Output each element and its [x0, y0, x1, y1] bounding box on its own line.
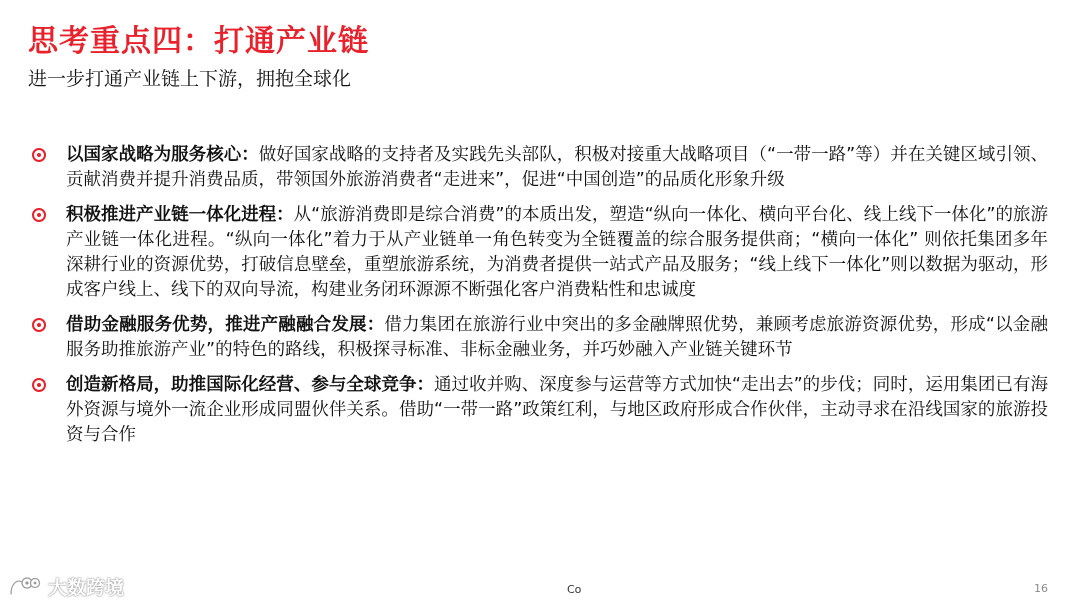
point-text [66, 203, 1048, 303]
slide-subtitle: 进一步打通产业链上下游，拥抱全球化 [28, 68, 352, 90]
target-bullet-icon [32, 208, 46, 222]
point-text [66, 313, 1048, 363]
point-text [66, 373, 1048, 448]
point-body: 做好国家战略的支持者及实践先头部队，积极对接重大战略项目（“一带一路”等）并在关键区域引领、贡献消费并提升消费品质，带领国外旅游消费者“走进来”，促进“中国创造”的品质化形象升级 [66, 145, 1049, 190]
slide-title: 思考重点四：打通产业链 [28, 24, 369, 59]
logo-icon [8, 574, 42, 600]
target-bullet-icon [32, 318, 46, 332]
point-body: 借力集团在旅游行业中突出的多金融牌照优势，兼顾考虑旅游资源优势，形成“以金融服务助推旅游产业”的特色的路线，积极探寻标准、非标金融业务，并巧妙融入产业链关键环节 [66, 315, 1048, 360]
list-item [28, 203, 1048, 303]
target-bullet-icon [32, 148, 46, 162]
point-heading: 借助金融服务优势，推进产融融合发展： [66, 315, 385, 335]
list-item [28, 373, 1048, 448]
list-item [28, 143, 1048, 193]
slide-footer [0, 568, 1080, 608]
target-bullet-icon [32, 378, 46, 392]
point-text [66, 143, 1048, 193]
page-number: 16 [1034, 582, 1048, 595]
watermark-text: 大数跨境 [48, 577, 125, 599]
point-heading: 以国家战略为服务核心： [66, 145, 259, 165]
point-body: 通过收并购、深度参与运营等方式加快“走出去”的步伐；同时，运用集团已有海外资源与境外一流企业形成同盟伙伴关系。借助“一带一路”政策红利，与地区政府形成合作伙伴，主动寻求在沿线国家的旅游投资与合作 [66, 375, 1048, 445]
list-item [28, 313, 1048, 363]
key-points-list [28, 143, 1048, 458]
point-body: 从“旅游消费即是综合消费”的本质出发，塑造“纵向一体化、横向平台化、线上线下一体化”的旅游产业链一体化进程。“纵向一体化”着力于从产业链单一角色转变为全链覆盖的综合服务提供商；“横向一体化” 则依托集团多年深耕行业的资源优势，打破信息壁垒，重塑旅游系统，为消费者提供一站式产品及服务；“线上线下一体化”则以数据为驱动，形成客户线上、线下的双向导流，构建业务闭环源源不断强化客户消费粘性和忠诚度 [66, 205, 1049, 300]
point-heading: 创造新格局，助推国际化经营、参与全球竞争： [66, 375, 435, 395]
center-mark: Co [567, 583, 582, 596]
point-heading: 积极推进产业链一体化进程： [66, 205, 294, 225]
